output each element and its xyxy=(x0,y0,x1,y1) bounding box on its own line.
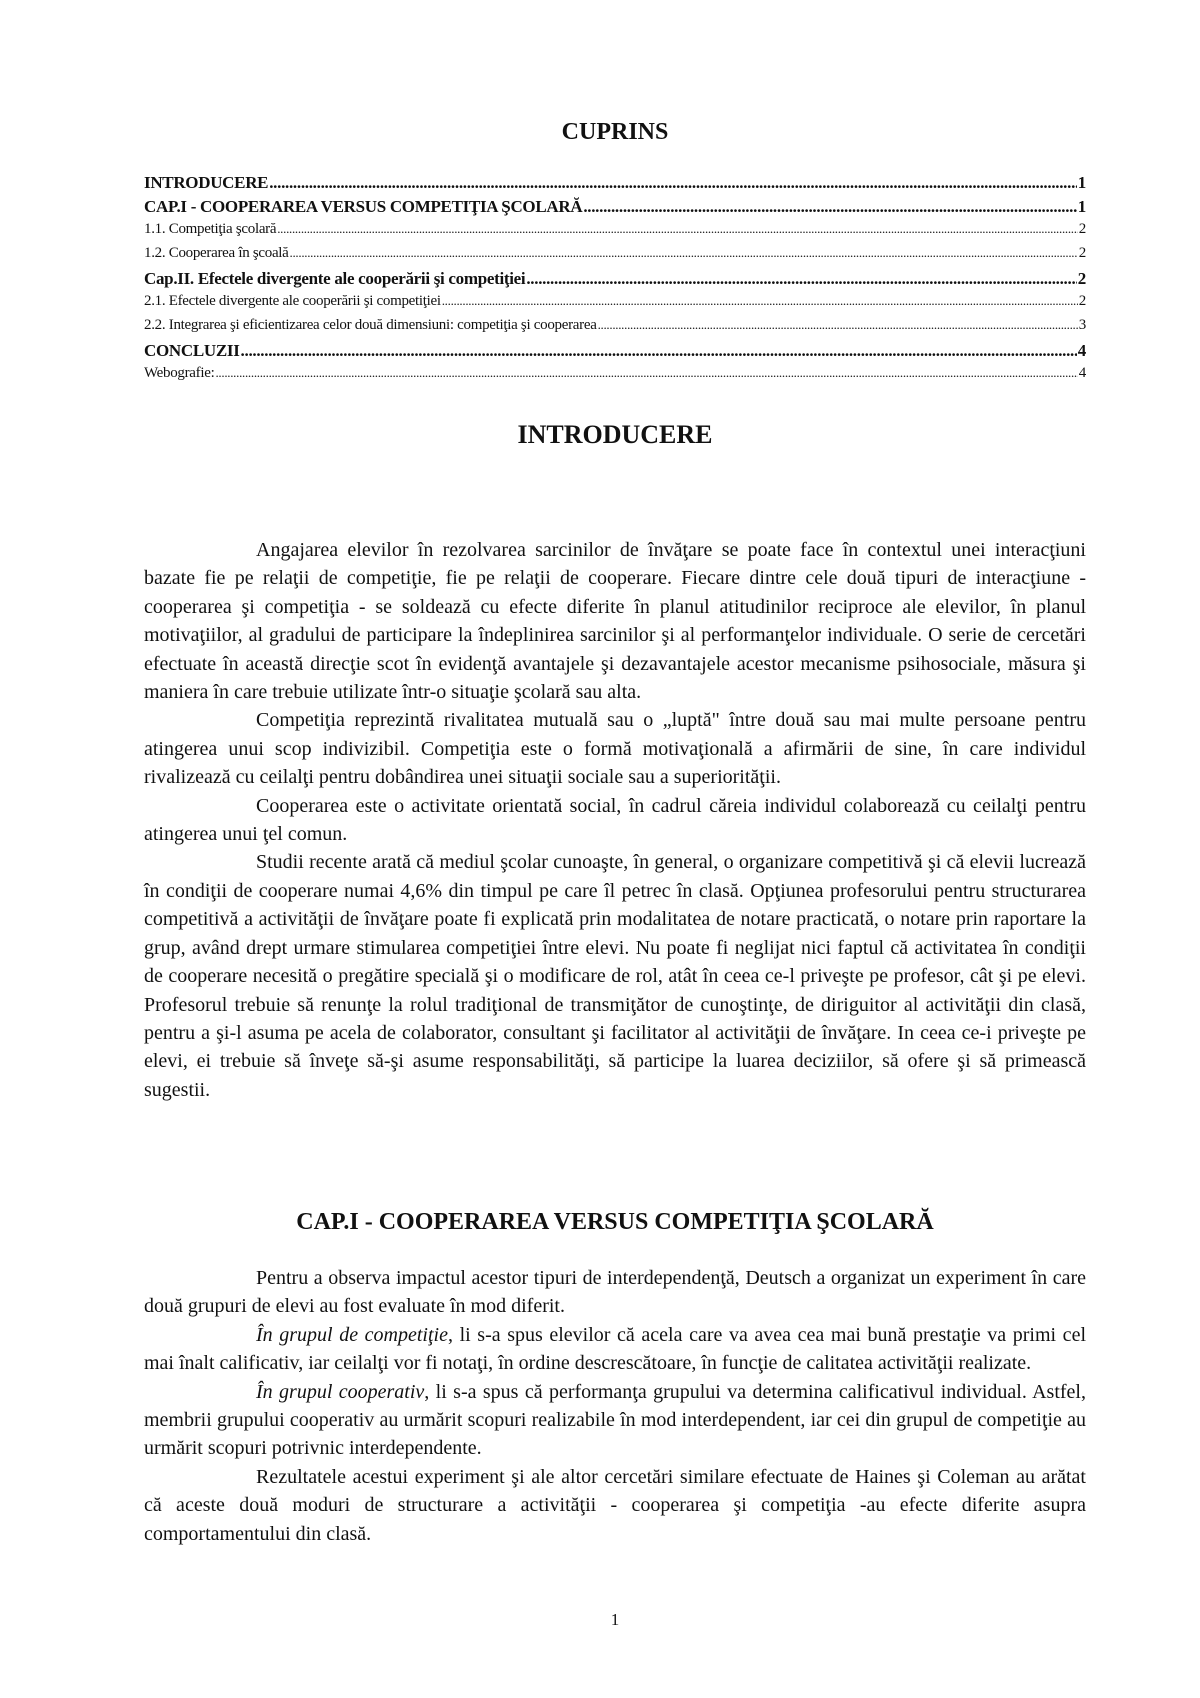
paragraph-text: , li s-a spus elevilor că acela care va avea cea mai bună prestaţie va primi cel mai înalt calificativ, iar ceilalţi vor fi notaţi, în ordine descrescătoare, în funcţie de calitatea activităţii realizate. xyxy=(144,1323,1086,1375)
paragraph: Cooperarea este o activitate orientată social, în cadrul căreia individul colaborează cu ceilalţi pentru atingerea unui ţel comun. xyxy=(144,794,1086,846)
toc-leader-dots xyxy=(215,365,1077,381)
toc-entry[interactable] xyxy=(144,365,1086,389)
toc-entry-label: INTRODUCERE xyxy=(144,173,269,192)
toc-entry[interactable] xyxy=(144,245,1086,269)
section-heading-cap1: CAP.I - COOPERAREA VERSUS COMPETIŢIA ŞCOLARĂ xyxy=(296,1209,934,1235)
toc-leader-dots xyxy=(269,173,1077,193)
paragraph: Angajarea elevilor în rezolvarea sarcinilor de învăţare se poate face în contextul unei interacţiuni bazate fie pe relaţii de competiţie, fie pe relaţii de cooperare. Fiecare dintre cele două tipuri de interacţiune - cooperarea şi competiţia - se soldează cu efecte diferite în planul atitudinilor reciproce ale elevilor, în planul motivaţiilor, al gradului de participare la îndeplinirea sarcinilor şi al performanţelor individuale. O serie de cercetări efectuate în această direcţie scot în evidenţă avantajele şi dezavantajele acestor mecanisme psihosociale, măsura şi maniera în care trebuie utilizate într-o situaţie şcolară sau alta. xyxy=(144,539,1086,704)
toc-leader-dots xyxy=(442,293,1078,309)
toc-entry-page: 3 xyxy=(1078,317,1086,333)
cap1-body xyxy=(144,1264,1086,1548)
toc-entry[interactable] xyxy=(144,317,1086,341)
toc-leader-dots xyxy=(290,245,1078,261)
toc-entry-page: 2 xyxy=(1078,293,1086,309)
toc-entry-page: 4 xyxy=(1077,341,1086,360)
toc-entry-page: 4 xyxy=(1078,365,1086,381)
paragraph: Studii recente arată că mediul şcolar cunoaşte, în general, o organizare competitivă şi că elevii lucrează în condiţii de cooperare numai 4,6% din timpul pe care îl petrec în clasă. Opţiunea profesorului pentru structurarea competitivă a activităţii de învăţare poate fi explicată prin modalitatea de notare practicată, o notare prin raportare la grup, având drept urmare stimularea competiţiei între elevi. Nu poate fi neglijat nici faptul că activitatea în condiţii de cooperare necesită o pregătire specială şi o modificare de rol, atât în ceea ce-l priveşte pe profesor, cât şi pe elevi. Profesorul trebuie să renunţe la rolul tradiţional de transmiţător de cunoştinţe, de diriguitor al activităţii din clasă, pentru a şi-l asuma pe acela de colaborator, consultant şi facilitator al activităţii de învăţare. In ceea ce-i priveşte pe elevi, ei trebuie să înveţe să-şi asume responsabilităţi, să participe la luarea deciziilor, să ofere şi să primească sugestii. xyxy=(144,851,1086,1101)
toc-entry-label: Webografie: xyxy=(144,365,215,381)
page-number: 1 xyxy=(610,1610,620,1629)
toc-entry[interactable] xyxy=(144,269,1086,293)
toc-entry-label: 2.1. Efectele divergente ale cooperării şi competiţiei xyxy=(144,293,441,309)
paragraph-text: , li s-a spus că performanţa grupului va determina calificativul individual. Astfel, membrii grupului cooperativ au urmărit scopuri realizabile în mod interdependent, iar cei din grupul de competiţie au urmărit scopuri potrivnic interdependente. xyxy=(144,1380,1086,1460)
toc-leader-dots xyxy=(526,269,1076,289)
toc-entry-label: 1.2. Cooperarea în şcoală xyxy=(144,245,289,261)
toc-entry[interactable] xyxy=(144,197,1086,221)
toc-entry[interactable] xyxy=(144,173,1086,197)
paragraph: Pentru a observa impactul acestor tipuri de interdependenţă, Deutsch a organizat un experiment în care două grupuri de elevi au fost evaluate în mod diferit. xyxy=(144,1267,1086,1318)
toc-title: CUPRINS xyxy=(561,119,669,145)
toc-leader-dots xyxy=(598,317,1078,333)
toc-entry[interactable] xyxy=(144,341,1086,365)
toc-entry-page: 1 xyxy=(1077,197,1086,216)
toc-entry-page: 2 xyxy=(1077,269,1086,288)
paragraph: Competiţia reprezintă rivalitatea mutuală sau o „luptă" între două sau mai multe persoane pentru atingerea unui scop indivizibil. Competiţia este o formă motivaţională a afirmării de sine, în care individul rivalizează cu ceilalţi pentru dobândirea unei situaţii sociale sau a superiorităţii. xyxy=(144,709,1086,789)
toc-entry-label: CAP.I - COOPERAREA VERSUS COMPETIŢIA ŞCOLARĂ xyxy=(144,197,583,216)
toc-entry-page: 1 xyxy=(1077,173,1086,192)
emphasis-text: În grupul cooperativ xyxy=(256,1380,425,1403)
section-heading-introducere: INTRODUCERE xyxy=(517,420,713,449)
toc-entry-page: 2 xyxy=(1078,221,1086,237)
paragraph: Rezultatele acestui experiment şi ale altor cercetări similare efectuate de Haines şi Coleman au arătat că aceste două moduri de structurare a activităţii - cooperarea şi competiţia -au efecte diferite asupra comportamentului din clasă. xyxy=(144,1465,1086,1545)
toc-entry[interactable] xyxy=(144,293,1086,317)
toc-entry-label: 2.2. Integrarea şi eficientizarea celor două dimensiuni: competiţia şi cooperarea xyxy=(144,317,597,333)
table-of-contents xyxy=(144,173,1086,389)
intro-body xyxy=(144,536,1086,1104)
toc-entry-label: CONCLUZII xyxy=(144,341,240,360)
toc-leader-dots xyxy=(277,221,1078,237)
toc-entry-label: Cap.II. Efectele divergente ale cooperării şi competiţiei xyxy=(144,269,526,288)
toc-entry[interactable] xyxy=(144,221,1086,245)
toc-leader-dots xyxy=(241,341,1077,361)
toc-leader-dots xyxy=(583,197,1076,217)
toc-entry-label: 1.1. Competiţia şcolară xyxy=(144,221,277,237)
paragraph xyxy=(144,1378,1086,1463)
paragraph xyxy=(144,1321,1086,1378)
toc-entry-page: 2 xyxy=(1078,245,1086,261)
emphasis-text: În grupul de competiţie xyxy=(256,1323,448,1346)
